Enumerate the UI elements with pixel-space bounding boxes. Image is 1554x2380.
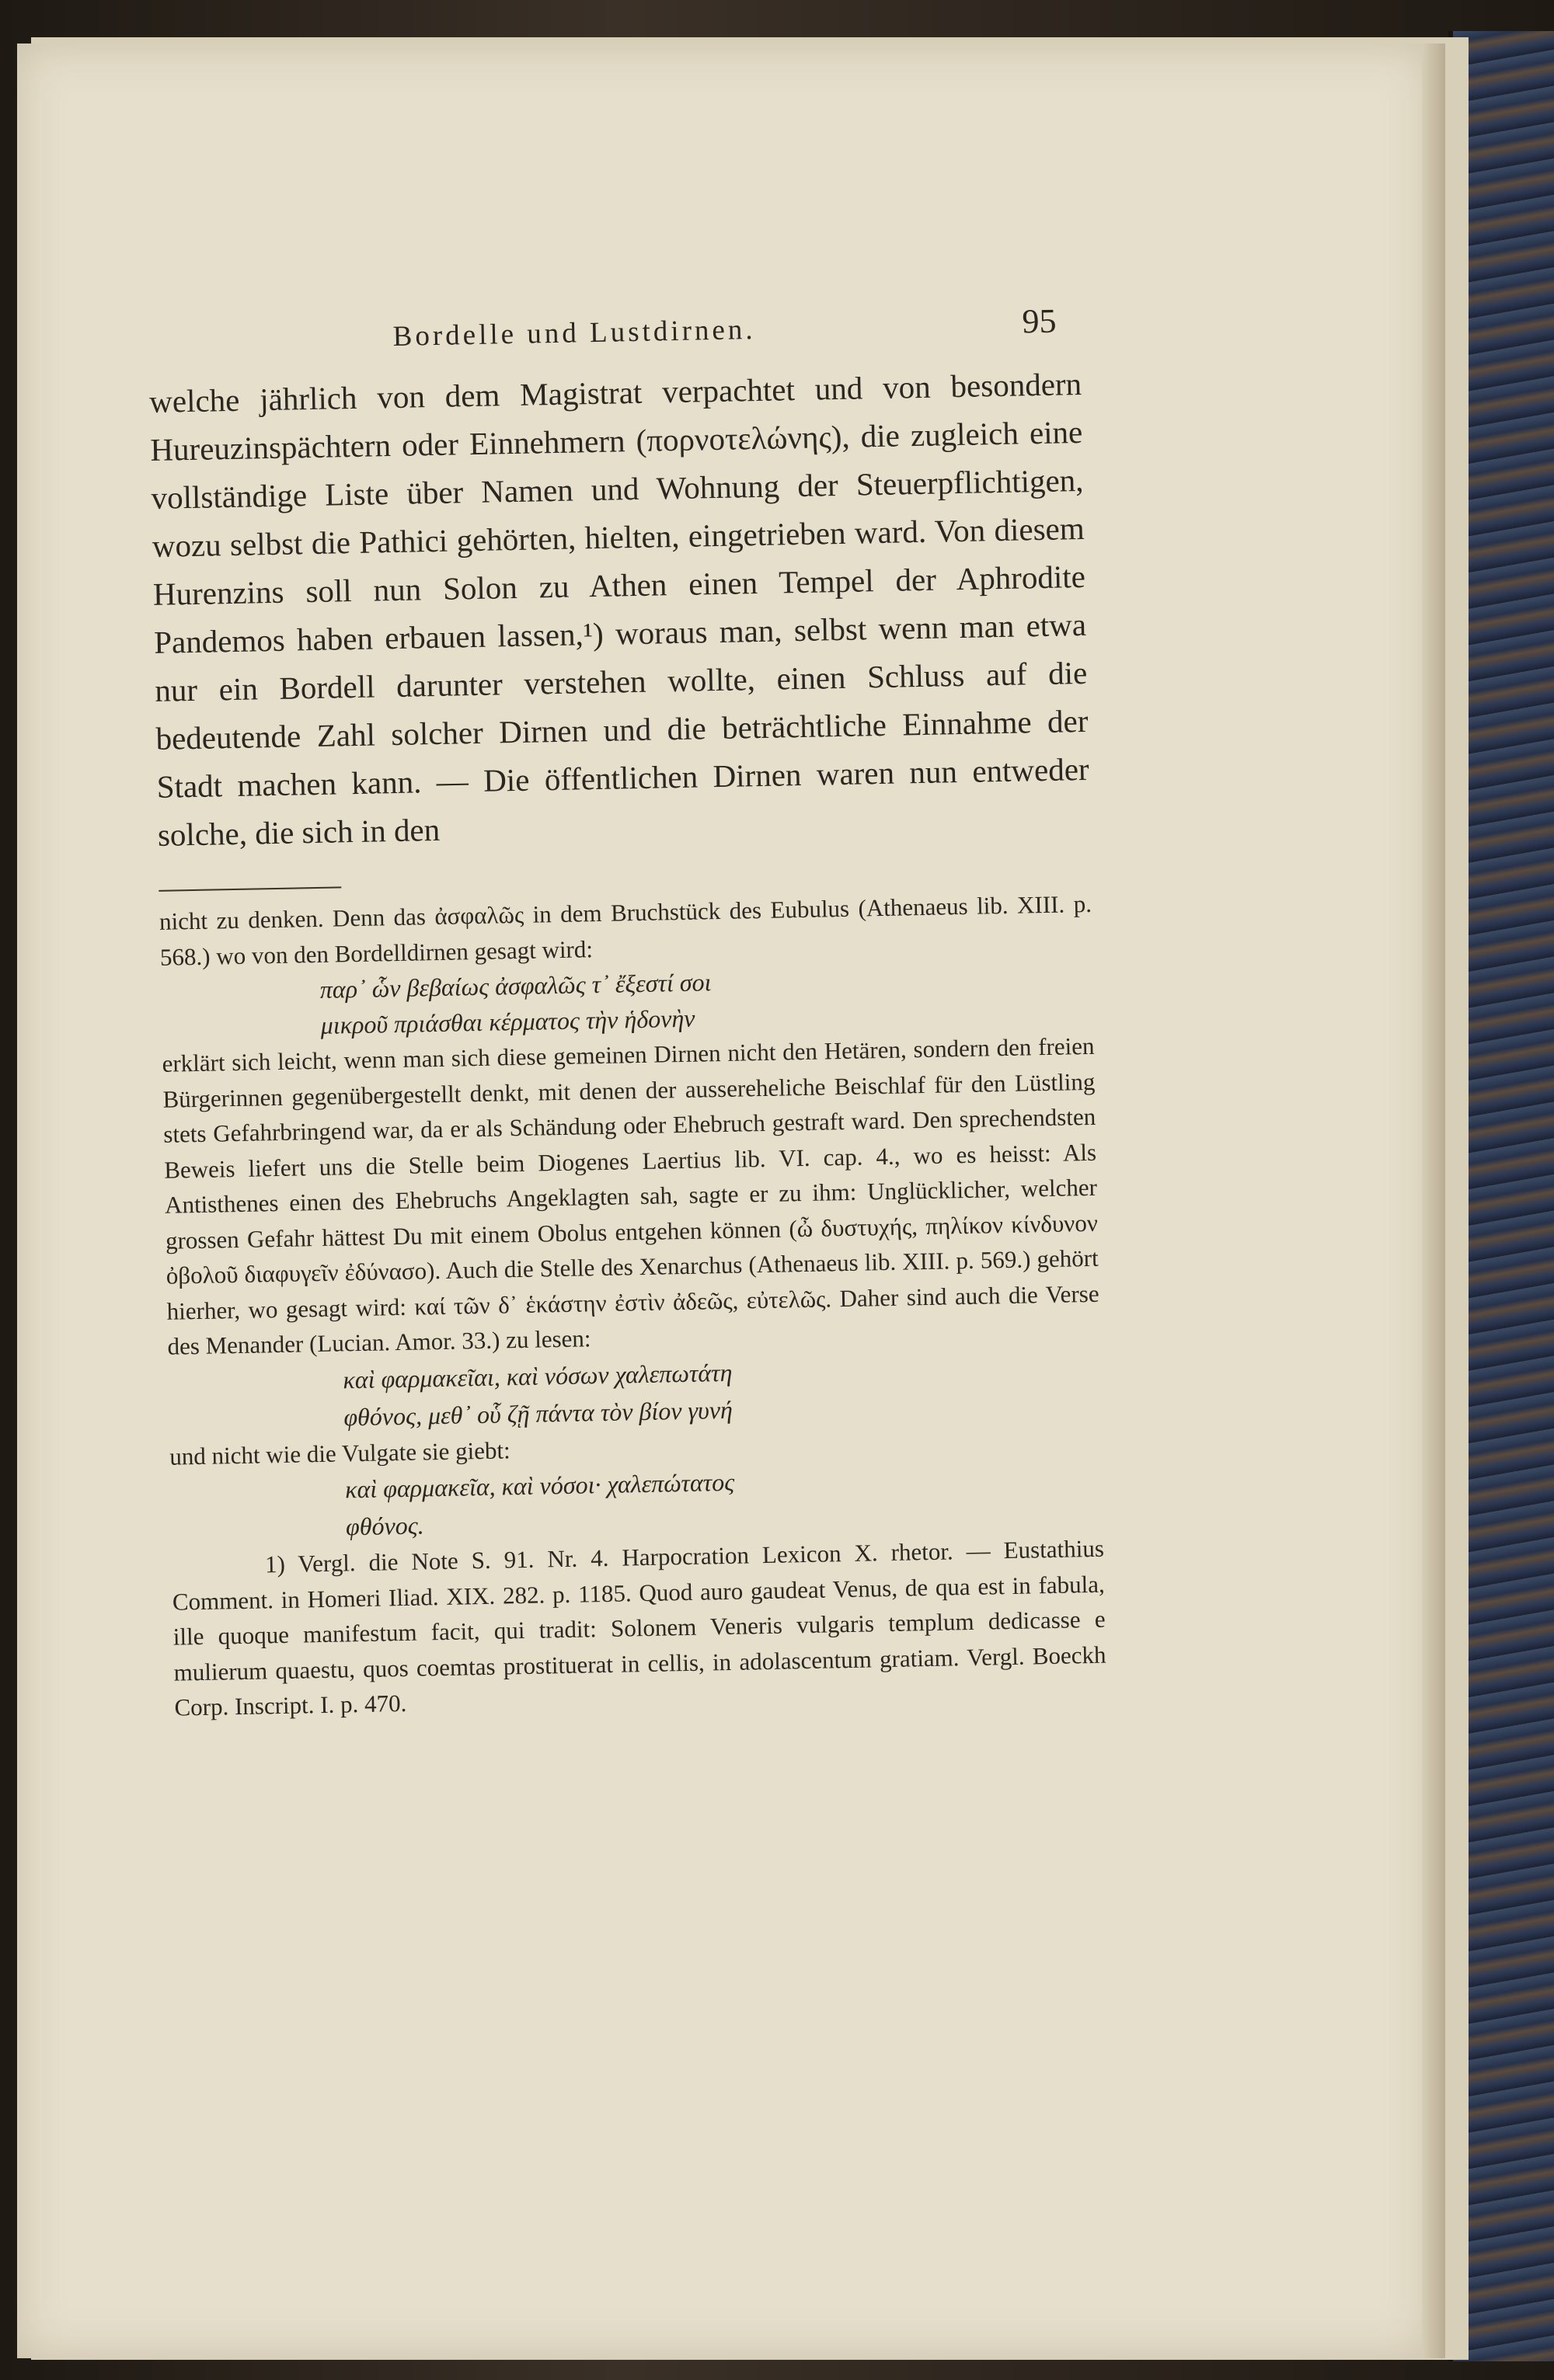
main-paragraph: welche jährlich von dem Magistrat verpachtet und von besondern Hureuzinspächtern oder Einnehmern (πορνοτελώνης), die zugleich eine vollständige Liste über Namen und Wohnung der Steuerpflichtigen, wozu selbst die Pathici gehörten, hielten, eingetrieben ward. Von diesem Hurenzins soll nun Solon zu Athen einen Tempel der Aphrodite Pandemos haben erbauen lassen,¹) woraus man, selbst wenn man etwa nur ein Bordell darunter verstehen wollte, einen Schluss auf die bedeutende Zahl solcher Dirnen und die beträchtliche Einnahme der Stadt machen kann. — Die öffentlichen Dirnen waren nun entweder solche, die sich in den xyxy=(148,365,1089,853)
vulgate-verse-line-2: φθόνος. xyxy=(345,1511,425,1541)
main-text xyxy=(149,360,1091,859)
page-fold-edge xyxy=(1422,43,1445,2358)
footnote-1: 1) Vergl. die Note S. 91. Nr. 4. Harpocration Lexicon X. rhetor. — Eustathius Comment. in Homeri Iliad. XIX. 282. p. 1185. Quod auro gaudeat Venus, de qua est in fabula, ille quoque manifestum facit, qui tradit: Solonem Veneris vulgaris templum dedicasse e mulierum quaestu, quos coemtas prostituerat in cellis, in adolascentum gratiam. Vergl. Boeckh Corp. Inscript. I. p. 470. xyxy=(172,1534,1106,1721)
footnotes xyxy=(159,886,1107,1725)
menander-verse-line-1: καὶ φαρμακεῖαι, καὶ νόσων χαλεπωτάτη xyxy=(343,1358,733,1394)
page-number: 95 xyxy=(1022,301,1057,341)
footnote-continued-intro: nicht zu denken. Denn das ἀσφαλῶς in dem Bruchstück des Eubulus (Athenaeus lib. XIII. p. 568.) wo von den Bordelldirnen gesagt wird: xyxy=(159,889,1092,971)
footnote-separator xyxy=(159,886,341,892)
vulgate-verse-line-1: καὶ φαρμακεῖα, καὶ νόσοι· χαλεπώτατος xyxy=(344,1467,735,1504)
vulgate-intro: und nicht wie die Vulgate sie giebt: xyxy=(169,1435,510,1470)
page-content xyxy=(148,293,1107,1725)
eubulus-verse-line-1: παρ᾽ ὧν βεβαίως ἀσφαλῶς τ᾽ ἔξεστί σοι xyxy=(319,968,712,1004)
eubulus-verse-line-2: μικροῦ πριάσθαι κέρματος τὴν ἡδονὴν xyxy=(320,1004,695,1039)
menander-verse-line-2: φθόνος, μεθ᾽ οὗ ζῇ πάντα τὸν βίον γυνή xyxy=(343,1395,733,1431)
running-title: Bordelle und Lustdirnen. xyxy=(392,313,756,353)
footnote-continued-body: erklärt sich leicht, wenn man sich diese gemeinen Dirnen nicht den Hetären, sondern den freien Bürgerinnen gegenübergestellt denkt, mit denen der aussereheliche Beischlaf für den Lüstling stets Gefahrbringend war, da er als Schändung oder Ehebruch gestraft ward. Den sprechendsten Beweis liefert uns die Stelle beim Diogenes Laertius lib. VI. cap. 4., wo es heisst: Als Antisthenes einen des Ehebruchs Angeklagten sah, sagte er zu ihm: Unglücklicher, welcher grossen Gefahr hättest Du mit einem Obolus entgehen können (ὦ δυστυχής, πηλίκον κίνδυνον ὀβολοῦ διαφυγεῖν ἐδύνασο). Auch die Stelle des Xenarchus (Athenaeus lib. XIII. p. 569.) gehört hierher, wo gesagt wird: καί τῶν δ᾽ ἑκάστην ἐστὶν ἀδεῶς, εὐτελῶς. Daher sind auch die Verse des Menander (Lucian. Amor. 33.) zu lesen: xyxy=(162,1032,1099,1360)
